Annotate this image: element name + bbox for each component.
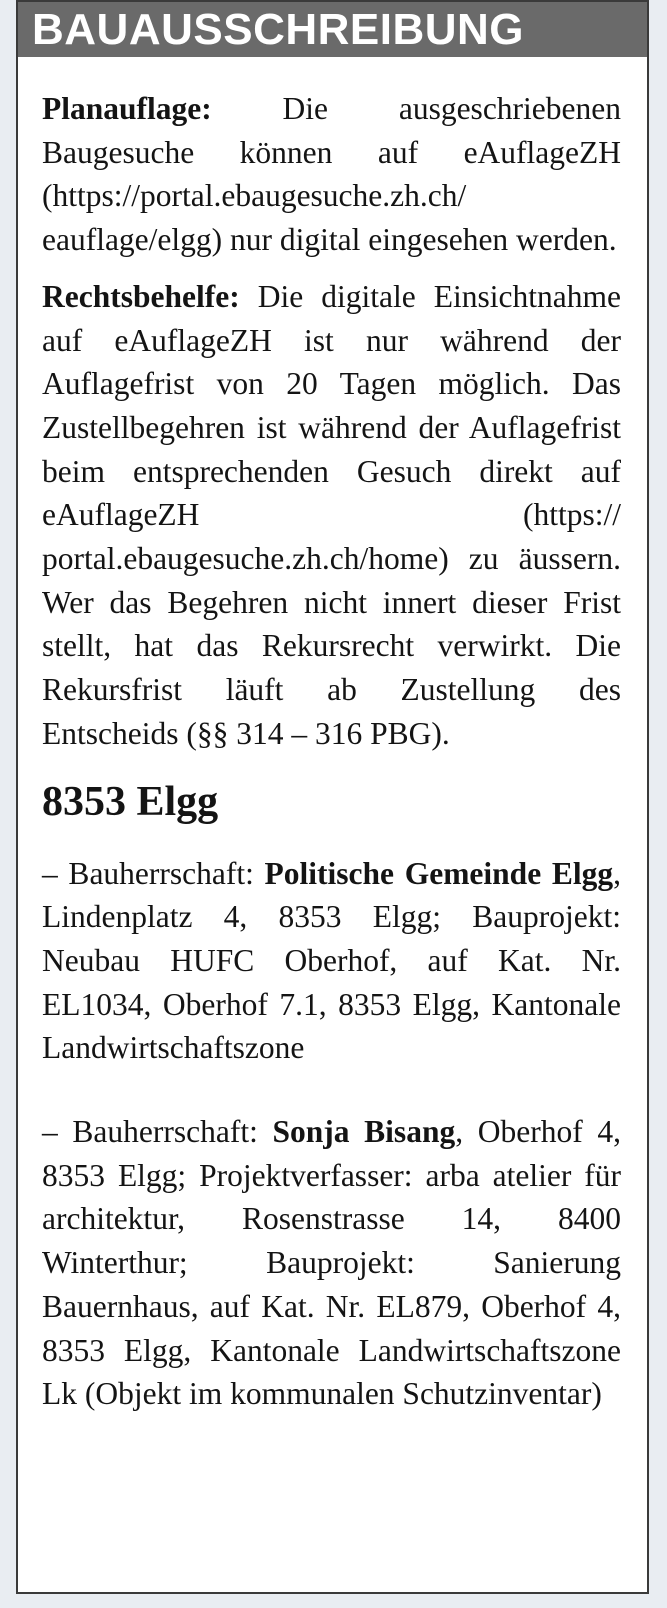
entry-details: , Lindenplatz 4, 8353 Elgg; Bauprojekt: Neubau HUFC Oberhof, auf Kat. Nr. EL1034, Oberhof 7.1, 8353 Elgg, Kantonale Landwirtschaftszone [42, 855, 622, 1066]
entry-prefix: – Bauherrschaft: [42, 1114, 273, 1150]
list-item [42, 1110, 621, 1416]
building-notice [16, 0, 649, 1594]
notice-header: BAUAUSSCHREIBUNG [18, 2, 647, 57]
entry-details: , Oberhof 4, 8353 Elgg; Projektverfasser: arba atelier für architektur, Rosenstrasse 14, 8400 Winterthur; Bauprojekt: Sanierung Bauernhaus, auf Kat. Nr. EL879, Oberhof 4, 8353 Elgg, Kantonale Landwirtschaftszone Lk (Objekt im kommunalen Schutzinventar) [42, 1114, 621, 1412]
place-title: 8353 Elgg [42, 778, 219, 825]
entry-prefix: – Bauherrschaft: [42, 855, 265, 891]
planauflage-paragraph [42, 87, 621, 262]
rechtsbehelfe-paragraph [42, 275, 621, 756]
planauflage-heading: Planauflage: [42, 91, 212, 126]
entry-owner: Sonja Bisang [272, 1114, 456, 1150]
notice-content [18, 57, 647, 1416]
entry-owner: Politische Gemeinde Elgg [264, 855, 614, 891]
rechtsbehelfe-text: Die digitale Einsichtnahme auf eAuflageZH ist nur während der Auflagefrist von 20 Tagen möglich. Das Zustellbegehren ist während der Auflagefrist beim entsprechenden Gesuch direkt auf eAuflageZH (https:// portal.ebaugesuche.zh.ch/home) zu äussern. Wer das Begehren nicht innert dieser Frist stellt, hat das Rekursrecht verwirkt. Die Rekursfrist läuft ab Zustellung des Entscheids (§§ 314 – 316 PBG). [42, 278, 621, 751]
list-item [42, 852, 621, 1071]
rechtsbehelfe-heading: Rechtsbehelfe: [42, 278, 240, 314]
planauflage-text: Die ausgeschriebenen Baugesuche können auf eAuflageZH (https://portal.ebaugesuche.zh.ch/ eauflage/elgg) nur digital eingesehen werden. [42, 91, 621, 258]
